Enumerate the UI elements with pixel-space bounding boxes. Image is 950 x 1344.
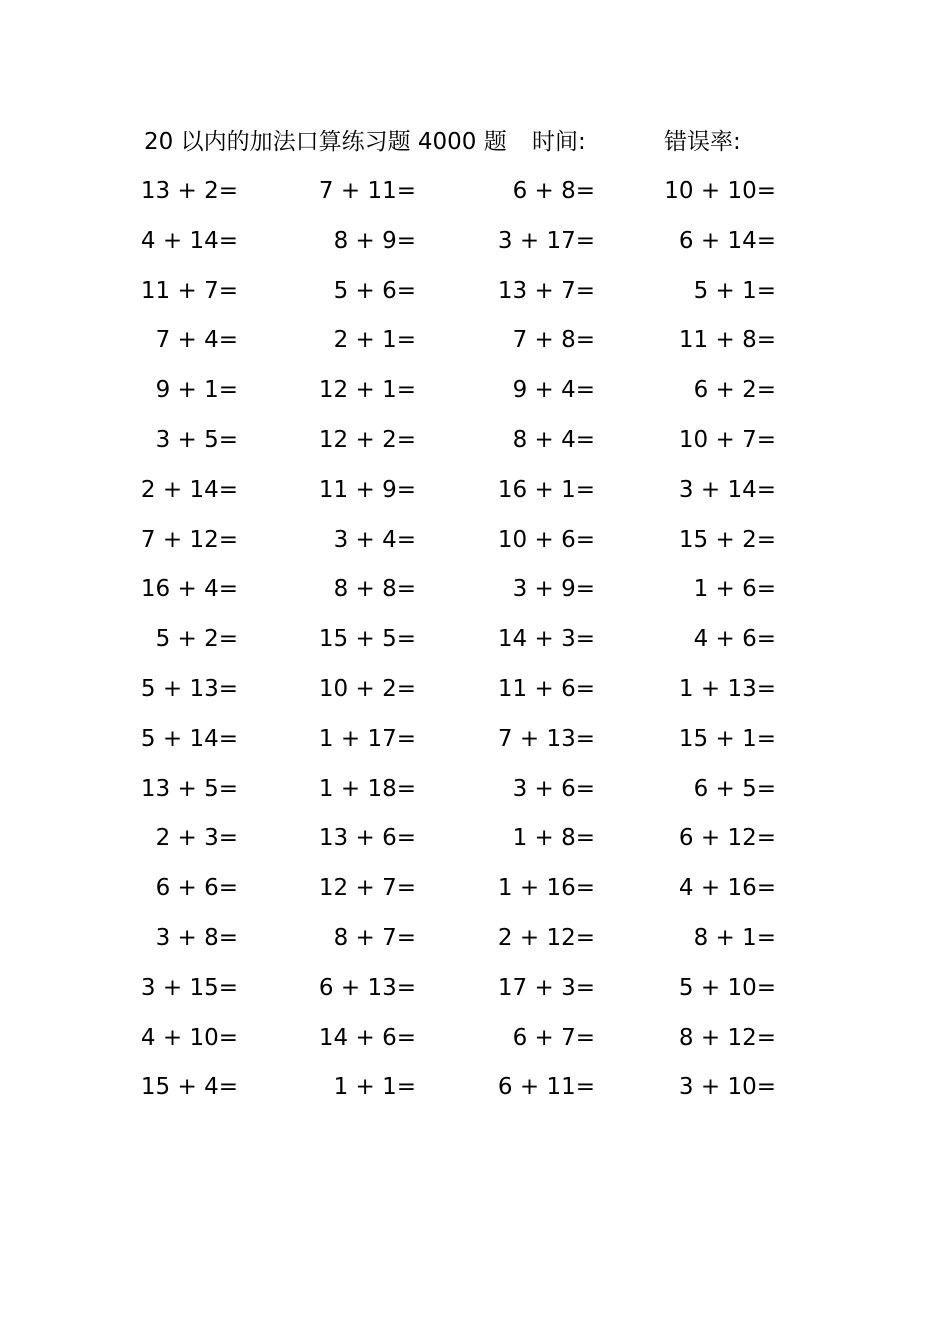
problem-row: [0, 718, 950, 768]
addition-problem: 12 + 1=: [318, 377, 416, 404]
problem-row: [0, 170, 950, 220]
problem-row: [0, 817, 950, 867]
addition-problem: 15 + 5=: [318, 626, 416, 653]
time-label: 时间:: [532, 129, 586, 155]
addition-problem: 10 + 2=: [318, 675, 416, 702]
addition-problem: 7 + 13=: [497, 725, 595, 752]
addition-problem: 11 + 8=: [678, 327, 776, 354]
addition-problem: 7 + 11=: [318, 178, 416, 204]
addition-problem: 3 + 4=: [333, 526, 416, 553]
addition-problem: 4 + 10=: [140, 1024, 238, 1051]
addition-problem: 8 + 4=: [512, 426, 595, 453]
addition-problem: 3 + 9=: [512, 576, 595, 603]
addition-problem: 6 + 8=: [512, 178, 595, 204]
addition-problem: 6 + 7=: [512, 1024, 595, 1051]
addition-problem: 7 + 8=: [512, 327, 595, 354]
addition-problem: 3 + 10=: [678, 1074, 776, 1101]
addition-problem: 10 + 7=: [678, 426, 776, 453]
addition-problem: 6 + 5=: [693, 775, 776, 802]
problem-row: [0, 618, 950, 668]
addition-problem: 7 + 4=: [155, 327, 238, 354]
addition-problem: 8 + 9=: [333, 227, 416, 254]
addition-problem: 3 + 6=: [512, 775, 595, 802]
addition-problem: 6 + 12=: [678, 825, 776, 852]
addition-problem: 2 + 3=: [155, 825, 238, 852]
addition-problem: 4 + 16=: [678, 875, 776, 902]
problem-row: [0, 469, 950, 519]
addition-problem: 5 + 2=: [155, 626, 238, 653]
problem-row: [0, 768, 950, 818]
addition-problem: 13 + 7=: [497, 277, 595, 304]
addition-problem: 1 + 1=: [333, 1074, 416, 1101]
problem-row: [0, 867, 950, 917]
problem-row: [0, 369, 950, 419]
addition-problem: 2 + 14=: [140, 476, 238, 503]
worksheet-header: [0, 124, 950, 160]
addition-problem: 8 + 1=: [693, 924, 776, 951]
addition-problem: 17 + 3=: [497, 974, 595, 1001]
addition-problem: 3 + 17=: [497, 227, 595, 254]
addition-problem: 5 + 1=: [693, 277, 776, 304]
problem-row: [0, 419, 950, 469]
worksheet-title: 20 以内的加法口算练习题 4000 题: [144, 129, 507, 155]
problem-row: [0, 270, 950, 320]
addition-problem: 6 + 6=: [155, 875, 238, 902]
addition-problem: 1 + 17=: [318, 725, 416, 752]
addition-problem: 3 + 8=: [155, 924, 238, 951]
addition-problem: 1 + 16=: [497, 875, 595, 902]
addition-problem: 3 + 14=: [678, 476, 776, 503]
addition-problem: 12 + 7=: [318, 875, 416, 902]
problem-row: [0, 319, 950, 369]
addition-problem: 8 + 7=: [333, 924, 416, 951]
addition-problem: 7 + 12=: [140, 526, 238, 553]
addition-problem: 10 + 10=: [664, 178, 776, 204]
problem-row: [0, 917, 950, 967]
addition-problem: 12 + 2=: [318, 426, 416, 453]
addition-problem: 13 + 5=: [140, 775, 238, 802]
addition-problem: 11 + 7=: [140, 277, 238, 304]
problem-row: [0, 220, 950, 270]
addition-problem: 4 + 6=: [693, 626, 776, 653]
problem-row: [0, 1017, 950, 1067]
addition-problem: 10 + 6=: [497, 526, 595, 553]
addition-problem: 3 + 15=: [140, 974, 238, 1001]
addition-problem: 1 + 8=: [512, 825, 595, 852]
error-rate-label: 错误率:: [664, 129, 741, 155]
addition-problem: 2 + 12=: [497, 924, 595, 951]
problem-row: [0, 519, 950, 569]
addition-problem: 15 + 4=: [140, 1074, 238, 1101]
addition-problem: 14 + 3=: [497, 626, 595, 653]
addition-problem: 15 + 1=: [678, 725, 776, 752]
addition-problem: 6 + 13=: [318, 974, 416, 1001]
problem-row: [0, 967, 950, 1017]
problem-row: [0, 568, 950, 618]
addition-problem: 6 + 14=: [678, 227, 776, 254]
addition-problem: 13 + 2=: [140, 178, 238, 204]
addition-problem: 1 + 18=: [318, 775, 416, 802]
addition-problem: 5 + 13=: [140, 675, 238, 702]
addition-problem: 2 + 1=: [333, 327, 416, 354]
problem-grid: [0, 170, 950, 1116]
problem-row: [0, 668, 950, 718]
addition-problem: 4 + 14=: [140, 227, 238, 254]
addition-problem: 5 + 10=: [678, 974, 776, 1001]
addition-problem: 8 + 12=: [678, 1024, 776, 1051]
addition-problem: 8 + 8=: [333, 576, 416, 603]
addition-problem: 13 + 6=: [318, 825, 416, 852]
addition-problem: 15 + 2=: [678, 526, 776, 553]
addition-problem: 14 + 6=: [318, 1024, 416, 1051]
addition-problem: 16 + 1=: [497, 476, 595, 503]
addition-problem: 1 + 13=: [678, 675, 776, 702]
addition-problem: 6 + 2=: [693, 377, 776, 404]
problem-row: [0, 1066, 950, 1116]
addition-problem: 9 + 1=: [155, 377, 238, 404]
addition-problem: 9 + 4=: [512, 377, 595, 404]
addition-problem: 6 + 11=: [497, 1074, 595, 1101]
addition-problem: 5 + 6=: [333, 277, 416, 304]
addition-problem: 16 + 4=: [140, 576, 238, 603]
addition-problem: 5 + 14=: [140, 725, 238, 752]
addition-problem: 11 + 6=: [497, 675, 595, 702]
addition-problem: 1 + 6=: [693, 576, 776, 603]
addition-problem: 11 + 9=: [318, 476, 416, 503]
addition-problem: 3 + 5=: [155, 426, 238, 453]
